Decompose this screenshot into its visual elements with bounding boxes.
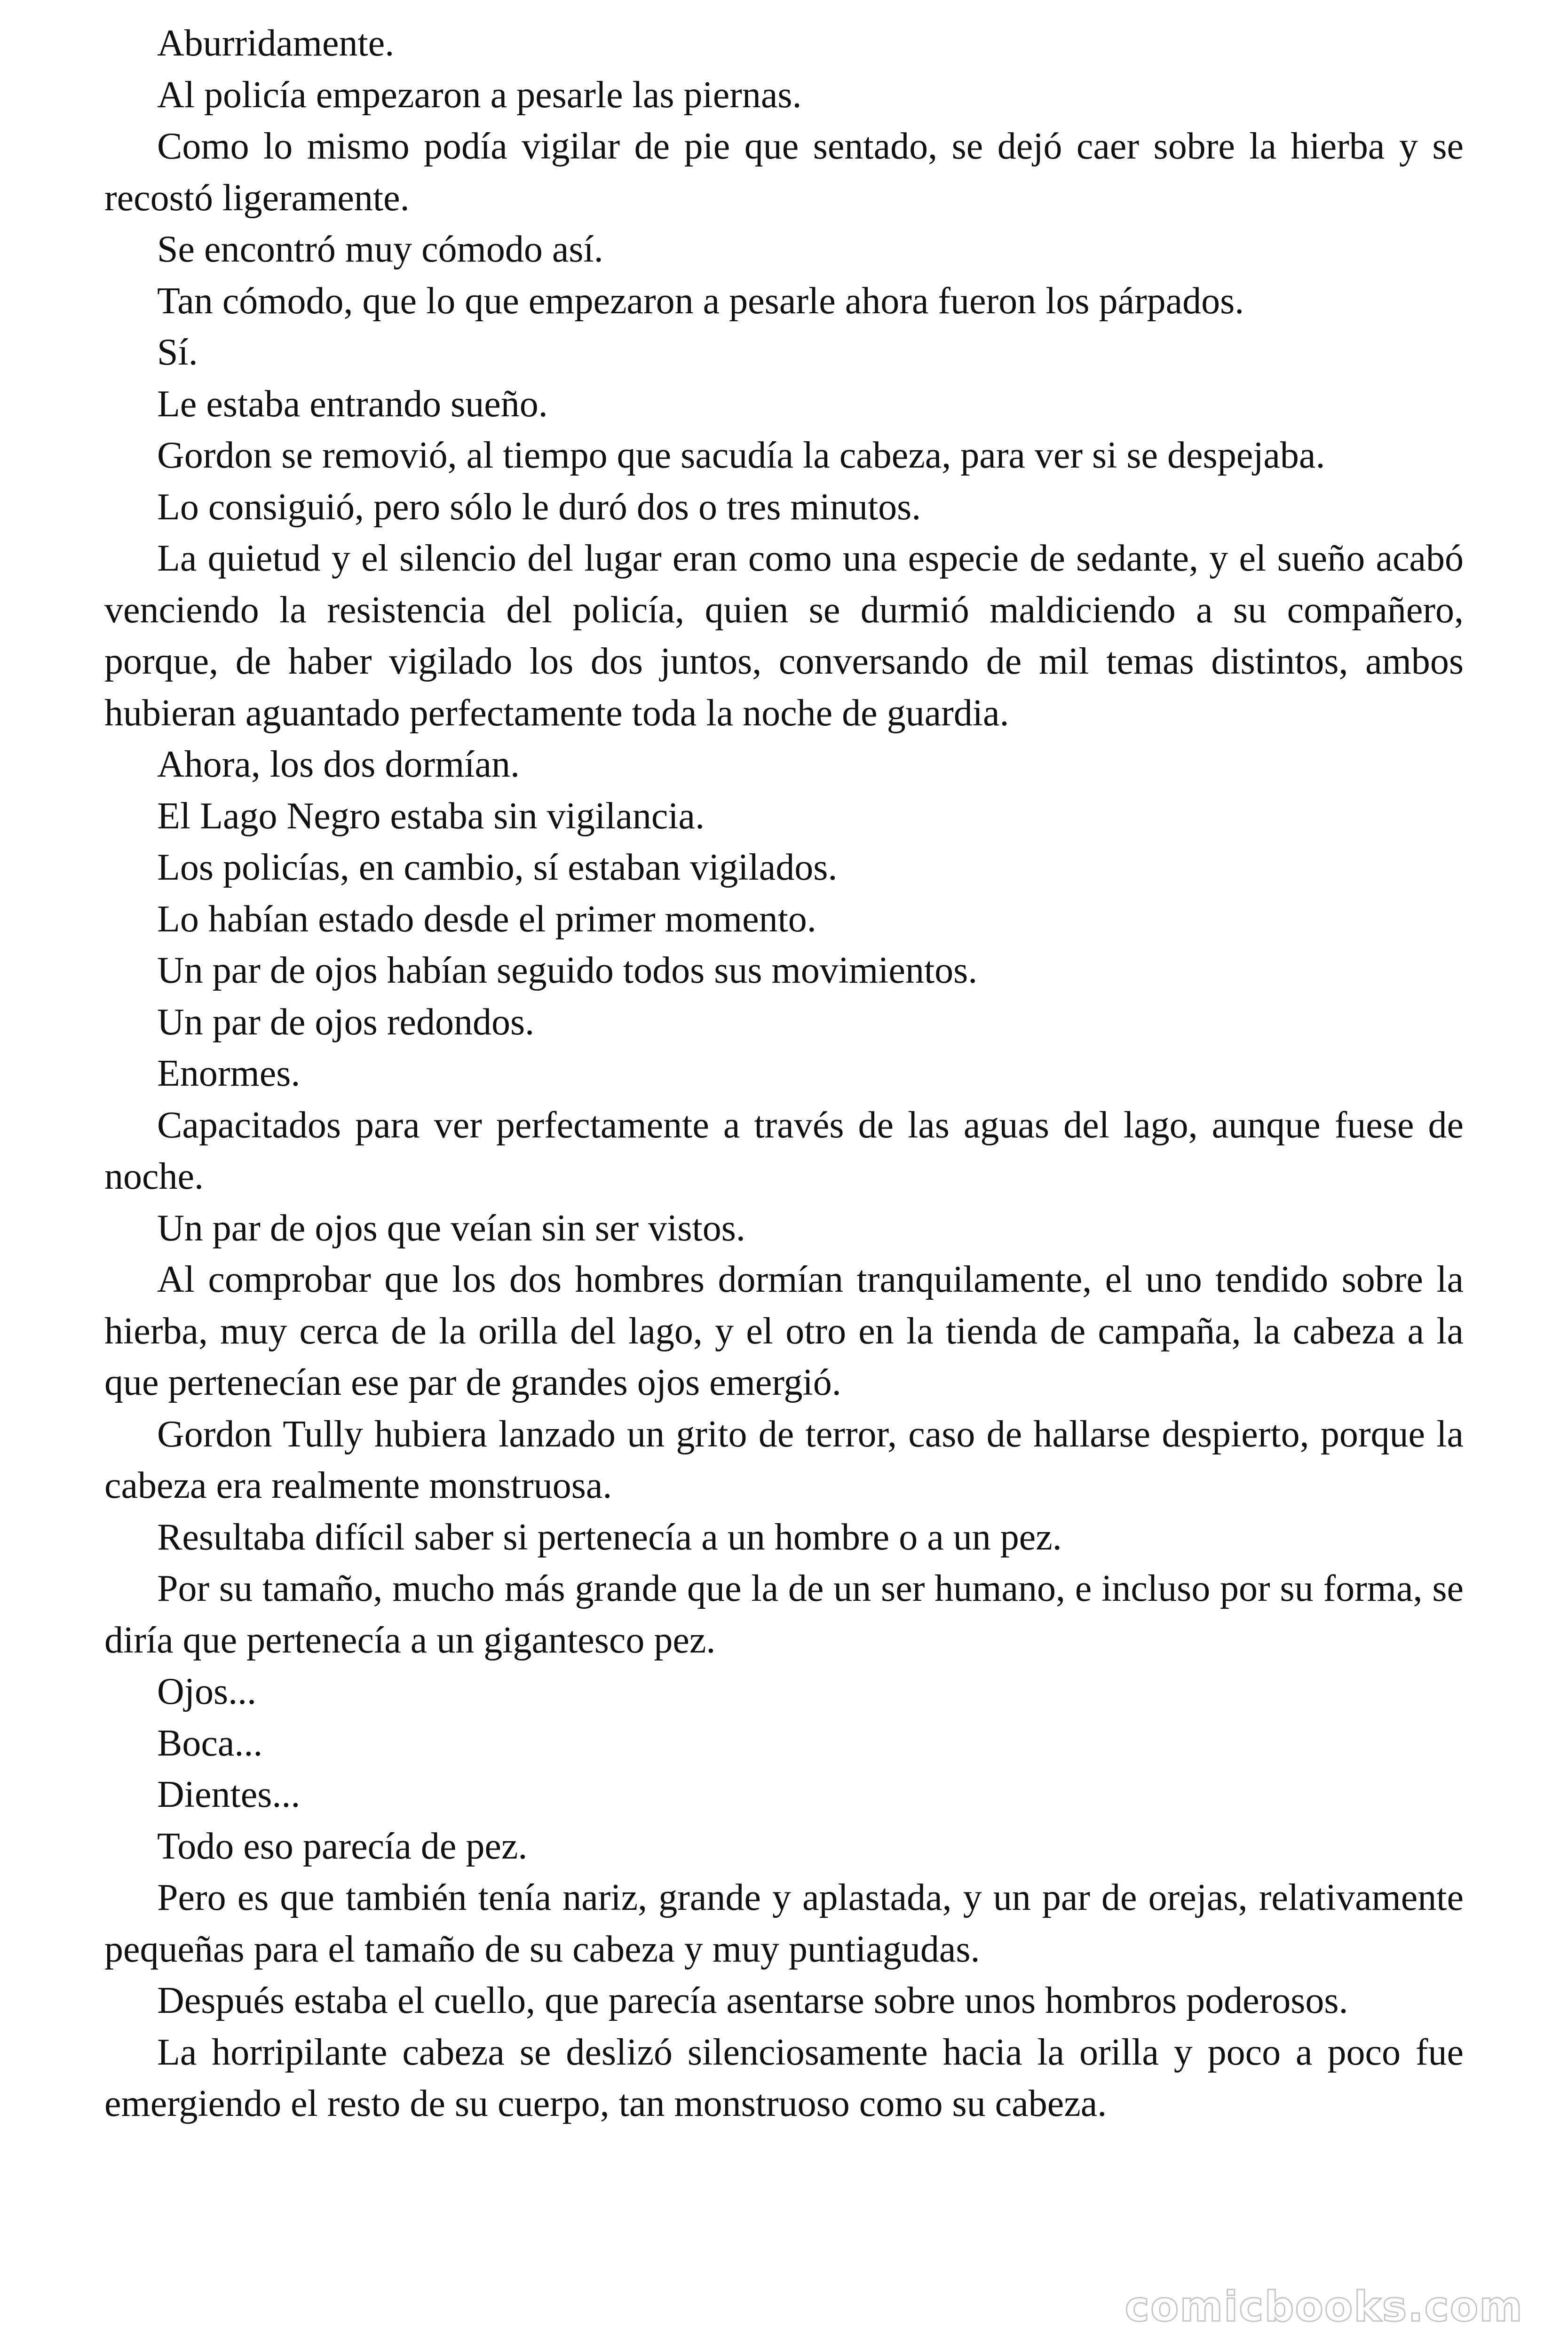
paragraph: Capacitados para ver perfectamente a través de las aguas del lago, aunque fuese de noche. [104, 1104, 1464, 1197]
paragraph: Pero es que también tenía nariz, grande y aplastada, y un par de orejas, relativamente pequeñas para el tamaño de su cabeza y muy puntiagudas. [104, 1877, 1464, 1970]
paragraph: Un par de ojos que veían sin ser vistos. [157, 1207, 745, 1249]
paragraph: Enormes. [157, 1053, 301, 1094]
paragraph: Se encontró muy cómodo así. [157, 229, 603, 270]
paragraph: Todo eso parecía de pez. [157, 1825, 528, 1867]
paragraph: Los policías, en cambio, sí estaban vigilados. [157, 847, 838, 888]
paragraph: La quietud y el silencio del lugar eran como una especie de sedante, y el sueño acabó venciendo la resistencia del policía, quien se durmió maldiciendo a su compañero, porque, de haber vigilado los dos juntos, conversando de mil temas distintos, ambos hubieran aguantado perfectamente toda la noche de guardia. [104, 538, 1464, 734]
paragraph: Resultaba difícil saber si pertenecía a un hombre o a un pez. [157, 1516, 1062, 1558]
paragraph: Le estaba entrando sueño. [157, 383, 548, 425]
watermark: comicbooks.com [1125, 2282, 1523, 2331]
paragraph: Tan cómodo, que lo que empezaron a pesarle ahora fueron los párpados. [157, 280, 1244, 322]
paragraph: La horripilante cabeza se deslizó silenciosamente hacia la orilla y poco a poco fue emergiendo el resto de su cuerpo, tan monstruoso como su cabeza. [104, 2031, 1464, 2124]
paragraph: Lo consiguió, pero sólo le duró dos o tres minutos. [157, 486, 921, 528]
paragraph: Dientes... [157, 1774, 301, 1815]
page-body [104, 18, 1464, 2130]
paragraph: Al policía empezaron a pesarle las piernas. [157, 74, 802, 116]
paragraph: Boca... [157, 1722, 263, 1764]
paragraph: Después estaba el cuello, que parecía asentarse sobre unos hombros poderosos. [157, 1980, 1348, 2021]
paragraph: Aburridamente. [157, 23, 395, 64]
paragraph: Un par de ojos redondos. [157, 1001, 535, 1043]
paragraph: Un par de ojos habían seguido todos sus movimientos. [157, 950, 978, 991]
paragraph: Ojos... [157, 1671, 257, 1712]
paragraph: Sí. [157, 332, 198, 373]
paragraph: Lo habían estado desde el primer momento. [157, 898, 816, 940]
paragraph: Ahora, los dos dormían. [157, 744, 520, 785]
paragraph: Gordon se removió, al tiempo que sacudía la cabeza, para ver si se despejaba. [157, 435, 1325, 476]
paragraph: Al comprobar que los dos hombres dormían tranquilamente, el uno tendido sobre la hierba, muy cerca de la orilla del lago, y el otro en la tienda de campaña, la cabeza a la que pertenecían ese par de grandes ojos emergió. [104, 1259, 1464, 1403]
paragraph: Gordon Tully hubiera lanzado un grito de terror, caso de hallarse despierto, porque la cabeza era realmente monstruosa. [104, 1413, 1464, 1506]
paragraph: Como lo mismo podía vigilar de pie que sentado, se dejó caer sobre la hierba y se recostó ligeramente. [104, 126, 1464, 219]
paragraph: El Lago Negro estaba sin vigilancia. [157, 795, 705, 837]
paragraph: Por su tamaño, mucho más grande que la de un ser humano, e incluso por su forma, se diría que pertenecía a un gigantesco pez. [104, 1568, 1464, 1661]
